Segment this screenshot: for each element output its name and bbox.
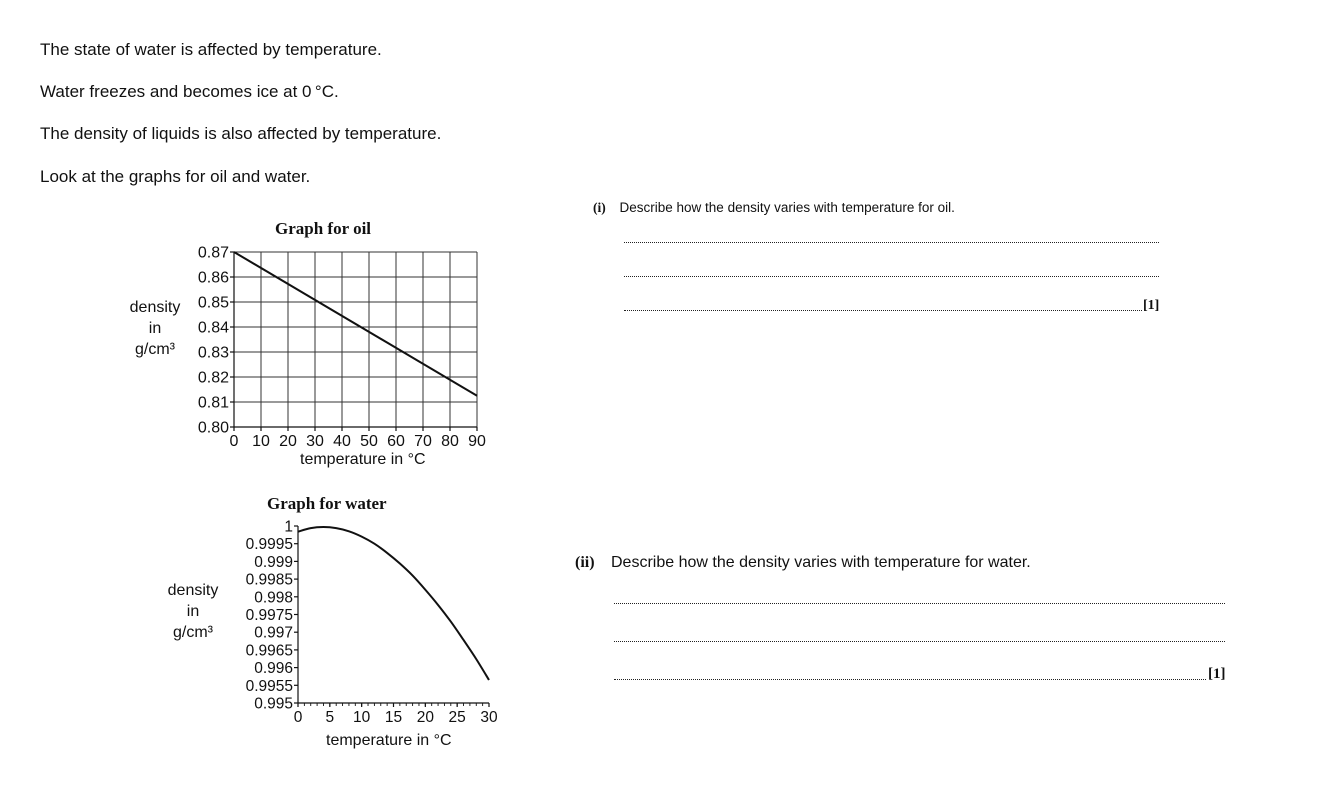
x-tick-label: 50 (360, 433, 378, 450)
y-tick-label: 0.999 (254, 553, 293, 571)
question-ii-number: (ii) (575, 554, 595, 571)
intro-line-2: Water freezes and becomes ice at 0 °C. (40, 82, 339, 101)
oil-ylabel-line-1: density (129, 299, 181, 316)
answer-line-i-1[interactable] (624, 242, 1159, 243)
y-tick-label: 0.84 (197, 319, 229, 337)
oil-chart-xlabel: temperature in °C (300, 451, 426, 468)
water-ylabel-line-1: density (167, 582, 219, 599)
y-tick-label: 0.82 (197, 369, 229, 387)
answer-line-ii-3[interactable] (614, 679, 1206, 680)
water-chart-title: Graph for water (267, 494, 387, 513)
y-tick-label: 0.86 (197, 269, 229, 287)
x-tick-label: 40 (333, 433, 351, 450)
oil-ylabel-line-3: g/cm³ (135, 341, 175, 358)
y-tick-label: 0.81 (197, 394, 229, 412)
x-tick-label: 5 (325, 709, 335, 726)
question-ii-text: Describe how the density varies with temperature for water. (611, 554, 1031, 571)
x-tick-label: 10 (252, 433, 270, 450)
y-tick-label: 0.995 (254, 695, 293, 713)
x-tick-label: 70 (414, 433, 432, 450)
water-ylabel-line-2: in (186, 603, 200, 620)
x-tick-label: 0 (229, 433, 239, 450)
intro-line-4: Look at the graphs for oil and water. (40, 167, 311, 186)
x-tick-label: 10 (353, 709, 371, 726)
x-tick-label: 60 (387, 433, 405, 450)
question-i (593, 200, 955, 216)
series-line-0 (298, 527, 489, 680)
x-tick-label: 25 (448, 709, 466, 726)
question-ii-marks: [1] (1208, 666, 1226, 682)
y-tick-label: 0.83 (197, 344, 229, 362)
water-chart-xlabel: temperature in °C (326, 732, 452, 749)
y-tick-label: 0.997 (254, 624, 293, 642)
x-tick-label: 80 (441, 433, 459, 450)
y-tick-label: 0.9965 (245, 642, 293, 660)
y-tick-label: 0.998 (254, 589, 293, 607)
question-ii (575, 554, 1031, 572)
y-tick-label: 0.9985 (245, 571, 293, 589)
y-tick-label: 0.9975 (245, 607, 293, 624)
x-tick-label: 30 (480, 709, 498, 726)
intro-line-3: The density of liquids is also affected by temperature. (40, 124, 442, 143)
x-tick-label: 30 (306, 433, 324, 450)
question-i-text: Describe how the density varies with temperature for oil. (619, 200, 955, 215)
question-i-number: (i) (593, 200, 606, 215)
answer-line-i-3[interactable] (624, 310, 1142, 311)
water-ylabel-line-3: g/cm³ (173, 624, 213, 641)
x-tick-label: 20 (279, 433, 297, 450)
y-tick-label: 0.87 (197, 244, 229, 262)
x-tick-label: 20 (416, 709, 434, 726)
answer-line-i-2[interactable] (624, 276, 1159, 277)
y-tick-label: 0.996 (254, 660, 293, 678)
answer-line-ii-1[interactable] (614, 603, 1225, 604)
y-tick-label: 1 (284, 518, 293, 536)
y-tick-label: 0.80 (197, 419, 229, 437)
y-tick-label: 0.9995 (245, 536, 293, 554)
intro-line-1: The state of water is affected by temperature. (40, 40, 382, 59)
answer-line-ii-2[interactable] (614, 641, 1225, 642)
y-tick-label: 0.85 (197, 294, 229, 312)
oil-ylabel-line-2: in (148, 320, 162, 337)
x-tick-label: 0 (293, 709, 303, 726)
x-tick-label: 90 (468, 433, 486, 450)
oil-chart-title: Graph for oil (275, 219, 372, 238)
x-tick-label: 15 (384, 709, 403, 726)
question-i-marks: [1] (1143, 298, 1160, 313)
y-tick-label: 0.9955 (245, 677, 293, 695)
